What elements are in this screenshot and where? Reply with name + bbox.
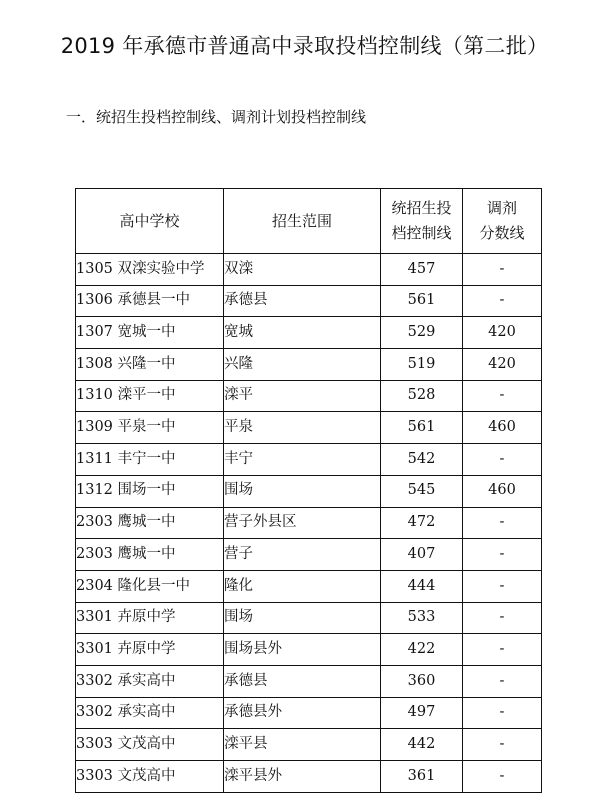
- adjust-line-cell: 420: [463, 349, 542, 381]
- table-row: [76, 412, 542, 444]
- header-control-line: [381, 189, 463, 254]
- table-row: [76, 761, 542, 793]
- scope-cell: 滦平县外: [224, 761, 381, 793]
- control-line-cell: 545: [381, 475, 463, 507]
- adjust-line-cell: -: [463, 729, 542, 761]
- table-row: [76, 254, 542, 286]
- table-row: [76, 634, 542, 666]
- adjust-line-cell: -: [463, 602, 542, 634]
- table-row: [76, 602, 542, 634]
- school-cell: 3303 文茂高中: [76, 729, 224, 761]
- control-line-cell: 422: [381, 634, 463, 666]
- adjust-line-cell: 420: [463, 317, 542, 349]
- adjust-line-cell: -: [463, 570, 542, 602]
- header-adjust-line: [463, 189, 542, 254]
- control-line-cell: 561: [381, 412, 463, 444]
- school-cell: 1309 平泉一中: [76, 412, 224, 444]
- scope-cell: 营子: [224, 539, 381, 571]
- header-adjust-line-part1: 调剂: [486, 199, 517, 218]
- school-cell: 2303 鹰城一中: [76, 539, 224, 571]
- table-row: [76, 349, 542, 381]
- adjust-line-cell: -: [463, 444, 542, 476]
- scope-cell: 滦平县: [224, 729, 381, 761]
- table-body: [76, 254, 542, 793]
- school-cell: 1308 兴隆一中: [76, 349, 224, 381]
- control-line-cell: 361: [381, 761, 463, 793]
- control-line-cell: 360: [381, 665, 463, 697]
- control-line-cell: 533: [381, 602, 463, 634]
- table-row: [76, 507, 542, 539]
- school-cell: 1311 丰宁一中: [76, 444, 224, 476]
- table-row: [76, 570, 542, 602]
- control-line-cell: 497: [381, 697, 463, 729]
- school-cell: 1310 滦平一中: [76, 380, 224, 412]
- adjust-line-cell: -: [463, 665, 542, 697]
- adjust-line-cell: -: [463, 539, 542, 571]
- school-cell: 3301 卉原中学: [76, 602, 224, 634]
- scope-cell: 滦平: [224, 380, 381, 412]
- adjust-line-cell: -: [463, 634, 542, 666]
- section-heading: 一．统招生投档控制线、调剂计划投档控制线: [66, 108, 367, 126]
- table-row: [76, 317, 542, 349]
- scope-cell: 双滦: [224, 254, 381, 286]
- adjust-line-cell: -: [463, 285, 542, 317]
- school-cell: 3301 卉原中学: [76, 634, 224, 666]
- table-row: [76, 475, 542, 507]
- control-line-cell: 444: [381, 570, 463, 602]
- control-line-cell: 542: [381, 444, 463, 476]
- adjust-line-cell: 460: [463, 412, 542, 444]
- adjust-line-cell: -: [463, 761, 542, 793]
- scope-cell: 承德县外: [224, 697, 381, 729]
- adjust-line-cell: -: [463, 254, 542, 286]
- table-row: [76, 380, 542, 412]
- header-control-line-part1: 统招生投: [391, 199, 452, 218]
- scope-cell: 丰宁: [224, 444, 381, 476]
- school-cell: 1305 双滦实验中学: [76, 254, 224, 286]
- control-line-cell: 457: [381, 254, 463, 286]
- scope-cell: 承德县: [224, 665, 381, 697]
- control-line-cell: 472: [381, 507, 463, 539]
- scope-cell: 兴隆: [224, 349, 381, 381]
- control-line-cell: 528: [381, 380, 463, 412]
- scope-cell: 平泉: [224, 412, 381, 444]
- scope-cell: 宽城: [224, 317, 381, 349]
- scope-cell: 围场县外: [224, 634, 381, 666]
- scope-cell: 隆化: [224, 570, 381, 602]
- scope-cell: 承德县: [224, 285, 381, 317]
- control-line-cell: 529: [381, 317, 463, 349]
- header-scope: 招生范围: [224, 189, 381, 254]
- school-cell: 3303 文茂高中: [76, 761, 224, 793]
- header-school: 高中学校: [76, 189, 224, 254]
- school-cell: 1312 围场一中: [76, 475, 224, 507]
- school-cell: 3302 承实高中: [76, 697, 224, 729]
- table-header-row: [76, 189, 542, 254]
- admission-score-table: [75, 188, 542, 793]
- table-header: [76, 189, 542, 254]
- scope-cell: 营子外县区: [224, 507, 381, 539]
- school-cell: 2303 鹰城一中: [76, 507, 224, 539]
- school-cell: 1306 承德县一中: [76, 285, 224, 317]
- table-row: [76, 665, 542, 697]
- control-line-cell: 407: [381, 539, 463, 571]
- document-title: 2019 年承德市普通高中录取投档控制线（第二批）: [60, 34, 549, 58]
- table-row: [76, 697, 542, 729]
- table-row: [76, 285, 542, 317]
- adjust-line-cell: 460: [463, 475, 542, 507]
- header-adjust-line-part2: 分数线: [479, 224, 525, 242]
- school-cell: 3302 承实高中: [76, 665, 224, 697]
- school-cell: 2304 隆化县一中: [76, 570, 224, 602]
- control-line-cell: 442: [381, 729, 463, 761]
- adjust-line-cell: -: [463, 697, 542, 729]
- control-line-cell: 561: [381, 285, 463, 317]
- table-row: [76, 539, 542, 571]
- adjust-line-cell: -: [463, 380, 542, 412]
- header-control-line-part2: 档控制线: [391, 224, 452, 242]
- control-line-cell: 519: [381, 349, 463, 381]
- school-cell: 1307 宽城一中: [76, 317, 224, 349]
- table-row: [76, 444, 542, 476]
- adjust-line-cell: -: [463, 507, 542, 539]
- scope-cell: 围场: [224, 475, 381, 507]
- scope-cell: 围场: [224, 602, 381, 634]
- table-row: [76, 729, 542, 761]
